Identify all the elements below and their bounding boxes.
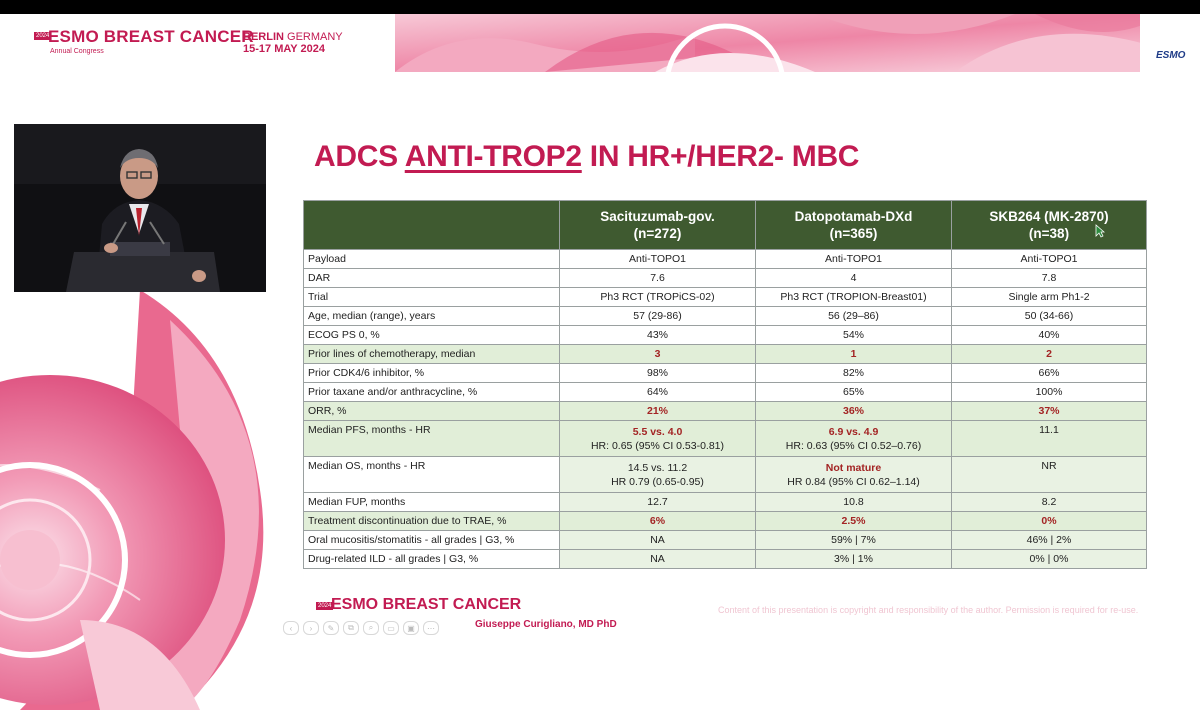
subtitles-icon[interactable]: ▭	[383, 621, 399, 635]
slideshow-controls	[283, 621, 439, 635]
table-row-highlighted	[304, 402, 1147, 421]
row-label: Oral mucositis/stomatitis - all grades | G3, %	[304, 531, 560, 550]
footer-year-chip: 2024	[318, 603, 332, 609]
table-row	[304, 307, 1147, 326]
table-row-highlighted	[304, 421, 1147, 457]
cell: 0% | 0%	[952, 550, 1147, 569]
previous-icon[interactable]: ‹	[283, 621, 299, 635]
table-row	[304, 493, 1147, 512]
cell: 54%	[756, 326, 952, 345]
cell: Ph3 RCT (TROPION-Breast01)	[756, 288, 952, 307]
cell: 37%	[952, 402, 1147, 421]
cell: 2.5%	[756, 512, 952, 531]
table-row-highlighted	[304, 345, 1147, 364]
city-name: BERLIN	[243, 31, 284, 43]
pen-icon[interactable]: ✎	[323, 621, 339, 635]
cell: 100%	[952, 383, 1147, 402]
table-row-highlighted	[304, 512, 1147, 531]
cell	[560, 457, 756, 493]
cell-main: 6.9 vs. 4.9	[828, 425, 879, 438]
row-label: Prior CDK4/6 inhibitor, %	[304, 364, 560, 383]
camera-icon[interactable]: ▣	[403, 621, 419, 635]
row-label: ORR, %	[304, 402, 560, 421]
congress-city	[243, 31, 343, 43]
cell: Ph3 RCT (TROPiCS-02)	[560, 288, 756, 307]
table-header-row	[304, 201, 1147, 250]
cell: 8.2	[952, 493, 1147, 512]
title-underlined: ANTI-TROP2	[404, 140, 582, 173]
cell: 98%	[560, 364, 756, 383]
cell: Anti-TOPO1	[756, 250, 952, 269]
cell-sub: HR: 0.65 (95% CI 0.53-0.81)	[590, 439, 725, 452]
cell: Single arm Ph1-2	[952, 288, 1147, 307]
cell	[756, 457, 952, 493]
cell: 4	[756, 269, 952, 288]
esmo-logo: ESMO	[1156, 50, 1186, 61]
table-row	[304, 457, 1147, 493]
row-label: ECOG PS 0, %	[304, 326, 560, 345]
brand-subtitle: Annual Congress	[50, 48, 104, 55]
row-label: DAR	[304, 269, 560, 288]
cell: 21%	[560, 402, 756, 421]
cell-sub: HR 0.84 (95% CI 0.62–1.14)	[787, 475, 920, 488]
row-label: Drug-related ILD - all grades | G3, %	[304, 550, 560, 569]
copyright-notice: Content of this presentation is copyright and responsibility of the author. Permission is required for re-use.	[718, 605, 1139, 615]
cell	[756, 421, 952, 457]
cell: 59% | 7%	[756, 531, 952, 550]
header-col-3: SKB264 (MK-2870) (n=38)	[952, 201, 1147, 250]
title-part-2: IN HR+/HER2- MBC	[581, 140, 860, 173]
search-icon[interactable]: ⌕	[363, 621, 379, 635]
cell: 40%	[952, 326, 1147, 345]
cell: 66%	[952, 364, 1147, 383]
cell: Anti-TOPO1	[560, 250, 756, 269]
cell: 36%	[756, 402, 952, 421]
logo-box	[1140, 14, 1200, 72]
table-row	[304, 288, 1147, 307]
cell: 2	[952, 345, 1147, 364]
header-col-1: Sacituzumab-gov. (n=272)	[560, 201, 756, 250]
cell: NA	[560, 550, 756, 569]
cell: 0%	[952, 512, 1147, 531]
cell: 11.1	[952, 421, 1147, 457]
cell: 50 (34-66)	[952, 307, 1147, 326]
table-row	[304, 550, 1147, 569]
cell: 7.8	[952, 269, 1147, 288]
year-chip: 2024	[36, 33, 50, 39]
table-row	[304, 269, 1147, 288]
more-icon[interactable]: ⋯	[423, 621, 439, 635]
table-row	[304, 531, 1147, 550]
header-col-2: Datopotamab-DXd (n=365)	[756, 201, 952, 250]
row-label: Trial	[304, 288, 560, 307]
cell: 6%	[560, 512, 756, 531]
footer-brand-name: ESMO BREAST CANCER	[331, 596, 522, 613]
header-blank-cell	[304, 201, 560, 250]
cell: 46% | 2%	[952, 531, 1147, 550]
slide-title	[314, 140, 859, 174]
speaker-video[interactable]	[14, 124, 266, 292]
row-label: Prior taxane and/or anthracycline, %	[304, 383, 560, 402]
cell-sub: HR: 0.63 (95% CI 0.52–0.76)	[785, 439, 922, 452]
row-label: Median PFS, months - HR	[304, 421, 560, 457]
row-label: Treatment discontinuation due to TRAE, %	[304, 512, 560, 531]
cell: 64%	[560, 383, 756, 402]
mouse-cursor-icon	[1095, 224, 1105, 243]
cell: 65%	[756, 383, 952, 402]
brand-name: ESMO BREAST CANCER	[48, 27, 254, 46]
cell: 57 (29-86)	[560, 307, 756, 326]
row-label: Age, median (range), years	[304, 307, 560, 326]
cell-sub: HR 0.79 (0.65-0.95)	[611, 475, 704, 488]
cell	[560, 421, 756, 457]
row-label: Median OS, months - HR	[304, 457, 560, 493]
row-label: Prior lines of chemotherapy, median	[304, 345, 560, 364]
cell: 82%	[756, 364, 952, 383]
cell-main: 5.5 vs. 4.0	[632, 425, 683, 438]
table-row	[304, 326, 1147, 345]
top-black-bar	[0, 0, 1200, 14]
rose-decoration	[0, 290, 320, 710]
row-label: Median FUP, months	[304, 493, 560, 512]
copy-icon[interactable]: ⧉	[343, 621, 359, 635]
congress-dates: 15-17 MAY 2024	[243, 43, 325, 55]
next-icon[interactable]: ›	[303, 621, 319, 635]
title-part-1: ADCS	[314, 140, 405, 173]
cell: 3	[560, 345, 756, 364]
cell: 56 (29–86)	[756, 307, 952, 326]
cell: 12.7	[560, 493, 756, 512]
cell: Anti-TOPO1	[952, 250, 1147, 269]
cell-main: Not mature	[825, 461, 882, 474]
cell: 10.8	[756, 493, 952, 512]
table-row	[304, 250, 1147, 269]
speaker-name: Giuseppe Curigliano, MD PhD	[475, 619, 617, 630]
row-label: Payload	[304, 250, 560, 269]
cell: NR	[952, 457, 1147, 493]
adc-comparison-table	[303, 200, 1147, 569]
header-rose-decoration	[395, 14, 1145, 72]
cell: 1	[756, 345, 952, 364]
cell: 3% | 1%	[756, 550, 952, 569]
table-row	[304, 383, 1147, 402]
country-name: GERMANY	[287, 31, 343, 43]
cell: 7.6	[560, 269, 756, 288]
cell: 43%	[560, 326, 756, 345]
table-row	[304, 364, 1147, 383]
cell: NA	[560, 531, 756, 550]
cell-main: 14.5 vs. 11.2	[627, 461, 688, 474]
